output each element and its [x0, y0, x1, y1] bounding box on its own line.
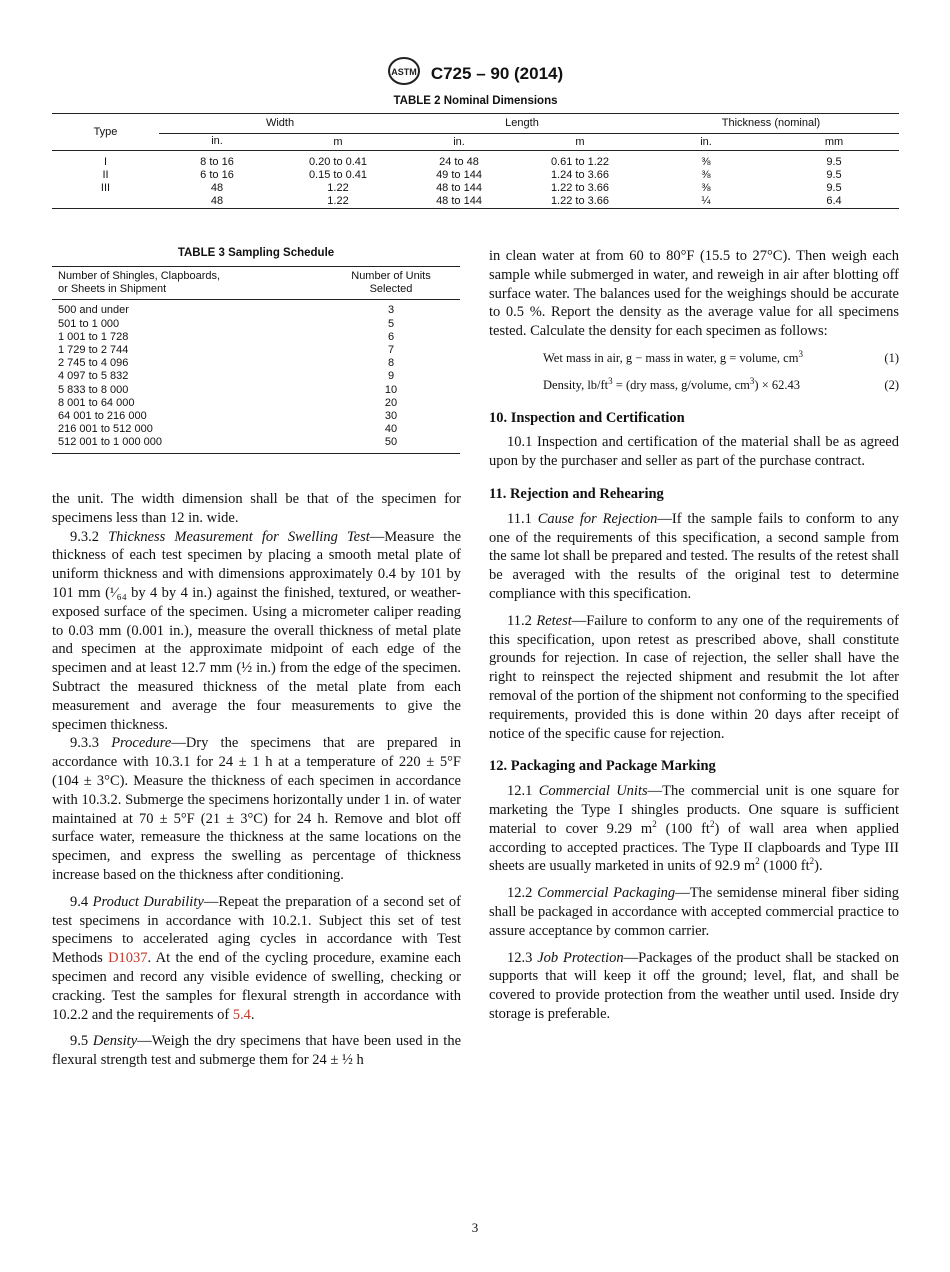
table-cell: 20 — [384, 396, 398, 409]
table-cell: 40 — [384, 423, 398, 436]
section-text: ). — [814, 858, 823, 875]
table-row — [52, 384, 460, 397]
section-text: —Repeat the preparation of a second set of test specimens in accordance with 10.2.1. Subject this set of test specimens to accelerated aging cycles in accordance with Test Methods — [52, 893, 462, 967]
table-cell: 0.61 to 1.22 — [550, 156, 610, 168]
table-cell: 2 745 to 4 096 — [58, 357, 129, 370]
table-cell: 7 — [387, 344, 395, 357]
table-cell: 9.5 — [826, 156, 842, 168]
section-title: Cause for Rejection — [537, 510, 658, 527]
section-number: 9.5 — [70, 1033, 89, 1050]
table-cell: 49 to 144 — [436, 169, 482, 181]
table-cell: III — [100, 182, 111, 194]
type-header: Type — [52, 114, 159, 151]
table-cell: ⅜ — [701, 156, 711, 168]
paragraph-9-4 — [52, 893, 461, 1025]
equation-text: = (dry mass, g/volume, cm — [612, 377, 750, 392]
section-title: Retest — [536, 612, 572, 629]
table-cell: 8 to 16 — [200, 156, 234, 168]
table-row — [52, 357, 460, 370]
unit-header: m — [275, 134, 401, 151]
section-number: 11.2 — [507, 612, 532, 629]
table-cell: 3 — [387, 304, 395, 317]
table-cell: 1.22 to 3.66 — [517, 195, 643, 209]
table-cell: 4 097 to 5 832 — [58, 370, 129, 383]
section-title: Commercial Packaging — [537, 885, 676, 902]
paragraph: the unit. The width dimension shall be that of the specimen for specimens less than 12 in. wide. — [52, 491, 461, 526]
table-cell: ⅜ — [701, 182, 711, 194]
section-title: Density — [92, 1033, 138, 1050]
table-cell: 9.5 — [826, 182, 842, 194]
table-cell: 0.15 to 0.41 — [308, 169, 368, 181]
unit-header: in. — [401, 134, 517, 151]
section-number: 12.2 — [507, 885, 533, 902]
table-row — [52, 397, 460, 410]
table-row — [52, 195, 899, 209]
section-text: —Dry the specimens that are prepared in accordance with 10.3.1 for 24 ± 1 h at a temperature of 220 ± 5°F (104 ± 3°C). Measure the thickness of each specimen in accordance with 10.3.2. Submerge the specimens horizontally under 1 in. of water maintained at 70 ± 5°F (21 ± 3°C) for 24 h. Remove and blot off surface water, remeasure the thickness at the same locations on the specimen, and express the swelling as percentage of thickness increase based on the thickness after conditioning. — [52, 735, 461, 883]
shingles-count-header — [52, 267, 322, 300]
section-title: Product Durability — [92, 893, 204, 910]
paragraph-11-1 — [489, 510, 899, 604]
left-column — [52, 490, 461, 1070]
header-line: Number of Shingles, Clapboards, — [58, 270, 221, 282]
table-cell: 1.22 — [327, 182, 349, 194]
section-heading-12: 12. Packaging and Package Marking — [489, 758, 716, 775]
section-text: —The semidense mineral fiber siding shall be packaged in accordance with accepted commercial practice to assure acceptance by common carrier. — [489, 885, 900, 939]
table-cell: 1.24 to 3.66 — [550, 169, 610, 181]
paragraph-9-5 — [52, 1032, 461, 1070]
table-cell: 1.22 to 3.66 — [550, 182, 610, 194]
section-text: (1000 ft — [759, 858, 810, 875]
header-line: Number of Units — [351, 270, 431, 282]
table-cell: 9.5 — [826, 169, 842, 181]
section-text: (100 ft — [656, 820, 710, 837]
table3-caption: TABLE 3 Sampling Schedule — [177, 247, 335, 259]
section-text: ) of wall area when applied according to accepted practices. The Type II clapboards and Type III sheets are usually marketed in units of 92.9 m — [489, 820, 900, 875]
section-text: —Failure to conform to any one of the requirements of this specification, upon retest as prescribed above, shall constitute grounds for rejection. In case of rejection, the seller shall have the right to reinspect the rejected shipment and resubmit the lot after removal of the portion of the shipment not conforming to the specified requirements, provided this is done within 20 days after receipt of notice of the specific cause for rejection. — [489, 612, 900, 742]
header-line: or Sheets in Shipment — [58, 283, 167, 296]
section-number: 11.1 — [507, 510, 532, 527]
paragraph-10-1: 10.1 Inspection and certification of the material shall be as agreed upon by the purchaser and seller as part of the purchase contract. — [489, 434, 899, 470]
nominal-dimensions-table — [52, 113, 899, 209]
table-cell: 6 — [387, 330, 395, 343]
table-cell: II — [102, 169, 109, 181]
section-text: —If the sample fails to conform to any one of the requirements of this specification, a second sample from the same lot shall be prepared and tested. The results of the retest shall be averaged with the results of the original test to determine compliance with this specification. — [489, 510, 900, 602]
table-row — [52, 300, 460, 318]
table-cell: 48 to 144 — [436, 182, 482, 194]
table-cell: 48 — [159, 195, 275, 209]
equation-exponent: 3 — [749, 375, 755, 386]
sampling-schedule-table — [52, 266, 460, 454]
section-heading-10: 10. Inspection and Certification — [489, 409, 685, 426]
table-cell: 8 — [387, 357, 395, 370]
table-row — [52, 318, 460, 331]
superscript: 2 — [709, 818, 715, 829]
table-cell: 30 — [384, 410, 398, 423]
table-row — [52, 331, 460, 344]
section-text: —The commercial unit is one square for marketing the Type I shingles products. One square is sufficient material to cover 9.29 m — [489, 783, 899, 837]
equation-number: (1) — [884, 350, 899, 365]
section-text: —Packages of the product shall be stacked on supports that will keep it off the ground; level, flat, and shall be covered to provide protection from the weather until used. Inside dry storage is preferable. — [489, 949, 899, 1022]
equation-exponent: 3 — [608, 375, 613, 386]
thickness-header: Thickness (nominal) — [643, 114, 899, 134]
table-cell: 5 — [387, 317, 395, 330]
table-cell: 501 to 1 000 — [58, 317, 120, 330]
table-row — [52, 436, 460, 453]
superscript: 2 — [755, 856, 760, 867]
section-number: 9.3.2 — [70, 528, 99, 545]
superscript: 2 — [652, 818, 657, 829]
section-text: —Measure the thickness of each test specimen by placing a smooth metal plate of uniform thickness and with dimensions approximately 0.4 by 101 by 101 mm (¹⁄₆₄ by 4 by 4 in.) against the finished, textured, or weather-exposed surface of the specimen. Using a micrometer caliper reading to 0.03 mm (0.001 in.), measure the overall thickness of metal plate and specimen at the approximate midpoint of each edge of the specimen and at least 12.7 mm (½ in.) from the edge of the specimen. Subtract the measured thickness of the metal plate from each measurement and average the four measurements to give the specimen thickness. — [52, 528, 462, 733]
table-cell: 6.4 — [769, 195, 899, 209]
table-row — [52, 370, 460, 383]
table-row — [52, 410, 460, 423]
table-cell: 1.22 — [275, 195, 401, 209]
astm-logo-icon — [387, 56, 421, 91]
header-line: Selected — [369, 283, 413, 296]
d1037-link[interactable]: D1037 — [108, 950, 148, 967]
section-title: Job Protection — [537, 949, 624, 966]
paragraph-9-3-3 — [52, 734, 461, 884]
table-cell: 10 — [384, 383, 398, 396]
table-cell: ⅜ — [701, 169, 711, 181]
equation-text: ) × 62.43 — [754, 377, 800, 392]
section-number: 12.1 — [507, 783, 533, 800]
table-cell — [52, 195, 159, 209]
section-text: —Weigh the dry specimens that have been used in the flexural strength test and submerge them for 24 ± ½ h — [52, 1033, 462, 1069]
section-text: . At the end of the cycling procedure, examine each specimen and record any visible evidence of swelling, checking or cracking. Test the samples for flexural strength in accordance with 10.2.2 and the requirements of — [52, 950, 461, 1023]
document-title: C725 – 90 (2014) — [430, 63, 564, 83]
table-cell: 24 to 48 — [439, 156, 479, 168]
table-cell: 8 001 to 64 000 — [58, 396, 135, 409]
equation-exponent: 3 — [798, 348, 803, 359]
unit-header: in. — [159, 134, 275, 151]
table-cell: I — [103, 156, 108, 168]
unit-header: m — [517, 134, 643, 151]
table-cell: 1 729 to 2 744 — [58, 344, 129, 357]
paragraph-12-1 — [489, 782, 899, 876]
equation-text: Wet mass in air, g − mass in water, g = volume, cm — [543, 350, 799, 365]
section-5-4-link[interactable]: 5.4 — [232, 1006, 251, 1023]
table-row — [52, 151, 899, 170]
unit-header: mm — [769, 134, 899, 151]
table-row — [52, 423, 460, 436]
page-header — [0, 56, 950, 91]
astm-logo-text: ASTM — [391, 67, 417, 77]
units-selected-header — [322, 267, 460, 300]
equation-number: (2) — [884, 377, 899, 392]
section-title: Commercial Units — [538, 783, 648, 800]
table2-caption: TABLE 2 Nominal Dimensions — [393, 95, 558, 107]
equation-1 — [489, 349, 899, 368]
table-row — [52, 182, 899, 195]
paragraph-11-2 — [489, 612, 899, 744]
superscript: 2 — [809, 856, 815, 867]
section-number: 9.3.3 — [70, 735, 99, 752]
paragraph-12-2 — [489, 884, 899, 940]
section-text: . — [250, 1006, 255, 1023]
paragraph-12-3 — [489, 949, 899, 1024]
length-header: Length — [401, 114, 643, 134]
table-cell: 1 001 to 1 728 — [58, 330, 129, 343]
table-cell: 500 and under — [58, 304, 129, 317]
table-cell: 216 001 to 512 000 — [58, 423, 153, 436]
table-cell: 64 001 to 216 000 — [58, 410, 147, 423]
right-column — [489, 247, 899, 1024]
table-cell: 6 to 16 — [200, 169, 234, 181]
table-row — [52, 169, 899, 182]
table-cell: 50 — [322, 436, 460, 453]
section-number: 9.4 — [70, 893, 89, 910]
section-title: Procedure — [111, 735, 172, 752]
table-cell: 0.20 to 0.41 — [308, 156, 368, 168]
table-cell: 5 833 to 8 000 — [58, 383, 129, 396]
table-row — [52, 344, 460, 357]
unit-header: in. — [643, 134, 769, 151]
table-cell: 48 to 144 — [401, 195, 517, 209]
equation-text: Density, lb/ft — [543, 377, 609, 392]
width-header: Width — [159, 114, 401, 134]
paragraph-9-3-2 — [52, 528, 461, 735]
section-title: Thickness Measurement for Swelling Test — [108, 528, 370, 545]
paragraph: in clean water at from 60 to 80°F (15.5 to 27°C). Then weigh each sample while submerged in water, and reweigh in air after blotting off surface water. The balances used for the weighings should be accurate to 0.5 %. Report the density as the average value for all specimens tested. Calculate the density for each specimen as follows: — [489, 248, 899, 340]
page-number: 3 — [471, 1220, 479, 1235]
section-heading-11: 11. Rejection and Rehearing — [489, 485, 664, 502]
table-cell: 48 — [210, 182, 224, 194]
section-number: 12.3 — [507, 949, 533, 966]
table-cell: 512 001 to 1 000 000 — [52, 436, 322, 453]
table-cell: ¼ — [643, 195, 769, 209]
table-cell: 9 — [387, 370, 395, 383]
equation-2 — [489, 376, 899, 395]
